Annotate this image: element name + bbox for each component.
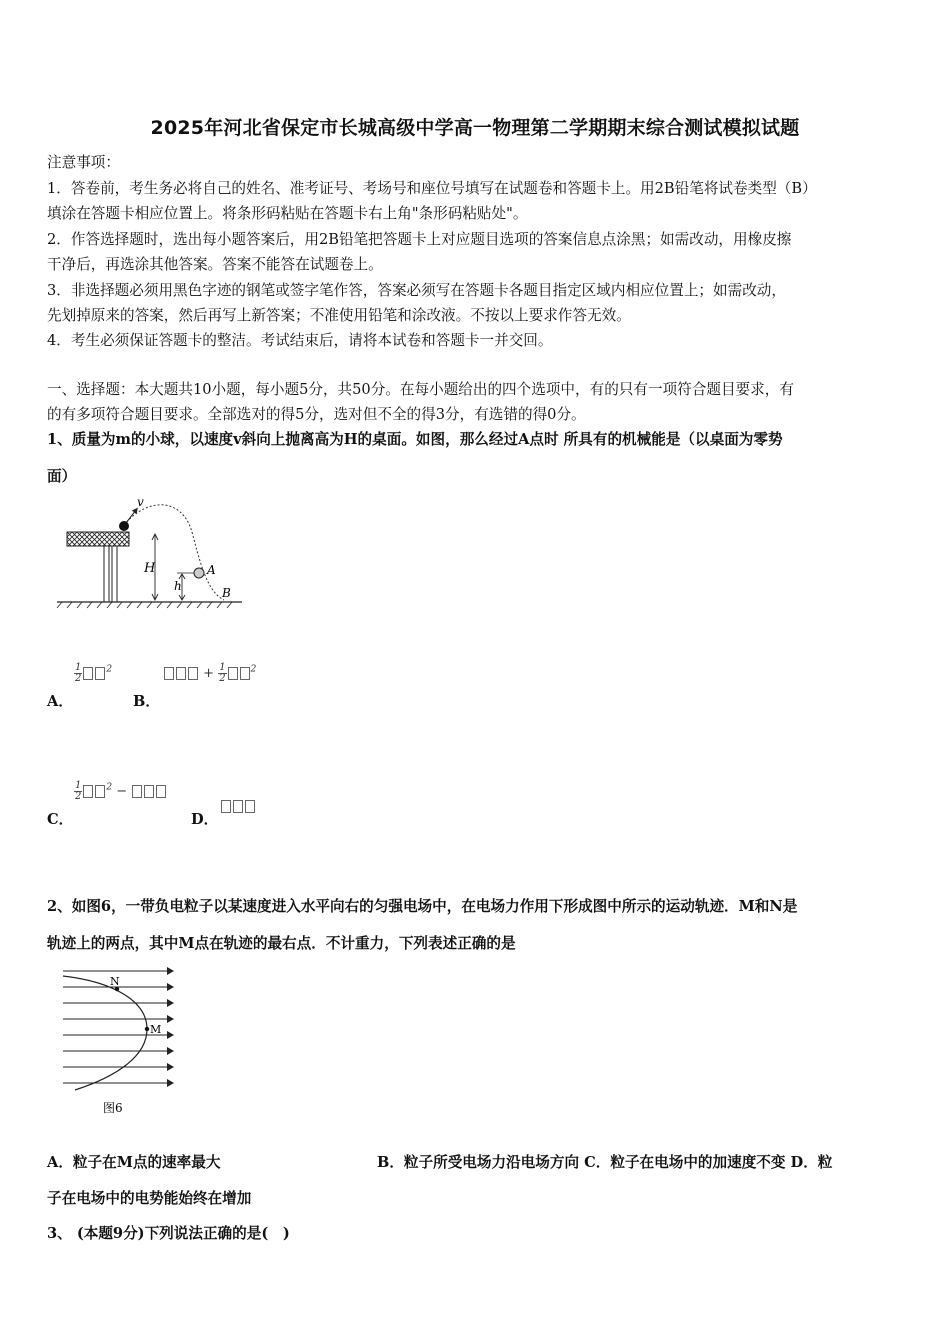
label-B: B [222, 586, 231, 600]
question-2-option-A: A．粒子在M点的速率最大 [47, 1154, 221, 1171]
option-A-formula [74, 663, 112, 684]
page-title: 2025年河北省保定市长城高级中学高一物理第二学期期末综合测试模拟试题 [150, 117, 800, 139]
notice-heading: 注意事项： [47, 154, 120, 171]
label-H: H [144, 561, 156, 576]
option-B-label: B． [133, 693, 160, 710]
question-2-option-BCD: B．粒子所受电场力沿电场方向 C．粒子在电场中的加速度不变 D．粒 [377, 1154, 833, 1171]
question-1-text: 1、质量为m的小球，以速度v斜向上抛离高为H的桌面。如图，那么经过A点时 所具有的机械能是（以桌面为零势 [47, 431, 783, 448]
option-B-formula: + $\frac{1}{2}$ $^2$ [163, 663, 256, 684]
label-A: A [207, 563, 216, 577]
option-C-formula: $\frac{1}{2}$ $^2$ − [74, 781, 167, 802]
ground-hatching [57, 602, 232, 608]
label-v: v [137, 495, 144, 509]
section-intro: 的有多项符合题目要求。全部选对的得5分，选对但不全的得3分，有选错的得0分。 [47, 406, 586, 423]
notice-line: 3．非选择题必须用黑色字迹的钢笔或签字笔作答，答案必须写在答题卡各题目指定区域内相应位置上；如需改动， [47, 282, 786, 299]
option-D-formula [220, 799, 256, 814]
frac-den: 2 [75, 673, 82, 684]
plus-sign: + [203, 666, 215, 681]
option-D-label: D． [191, 811, 219, 828]
question-1-text: 面） [47, 468, 77, 485]
point-M-icon [145, 1027, 149, 1031]
question-2-text: 轨迹上的两点，其中M点在轨迹的最右点．不计重力，下列表述正确的是 [47, 935, 516, 952]
question-2-option-D-continued: 子在电场中的电势能始终在增加 [47, 1190, 252, 1207]
minus-sign: − [116, 784, 128, 799]
label-M: M [150, 1023, 162, 1036]
figure-caption: 图6 [103, 1101, 123, 1115]
question-3-text: 3、 (本题9分)下列说法正确的是( ) [47, 1225, 290, 1242]
question-2-figure [55, 962, 185, 1120]
question-2-text: 2、如图6，一带负电粒子以某速度进入水平向右的匀强电场中，在电场力作用下形成图中所示的运动轨迹．M和N是 [47, 898, 798, 915]
notice-line: 2．作答选择题时，选出每小题答案后，用2B铅笔把答题卡上对应题目选项的答案信息点涂黑；如需改动，用橡皮擦 [47, 231, 792, 248]
notice-line: 4．考生必须保证答题卡的整洁。考试结束后，请将本试卷和答题卡一并交回。 [47, 332, 553, 349]
point-A-icon [194, 568, 204, 578]
notice-line: 干净后，再选涂其他答案。答案不能答在试题卷上。 [47, 256, 383, 273]
table-top [67, 532, 129, 546]
table-leg [104, 546, 109, 602]
section-intro: 一、选择题：本大题共10小题，每小题5分，共50分。在每小题给出的四个选项中，有的只有一项符合题目要求，有 [47, 381, 794, 398]
power: 2 [106, 664, 113, 675]
table-leg [112, 546, 117, 602]
notice-line: 1．答卷前，考生务必将自己的姓名、准考证号、考场号和座位号填写在试题卷和答题卡上。用2B铅笔将试卷类型（B） [47, 180, 817, 197]
particle-trajectory [63, 976, 147, 1090]
label-h: h [174, 579, 182, 593]
notice-line: 先划掉原来的答案，然后再写上新答案；不准使用铅笔和涂改液。不按以上要求作答无效。 [47, 307, 631, 324]
velocity-arrow-icon [126, 510, 136, 523]
frac-num: 1 [75, 662, 82, 673]
question-1-figure [52, 492, 252, 612]
option-A-label: A． [47, 693, 73, 710]
label-N: N [110, 975, 120, 988]
option-C-label: C． [47, 811, 74, 828]
ball-icon [119, 521, 129, 531]
notice-line: 填涂在答题卡相应位置上。将条形码粘贴在答题卡右上角"条形码粘贴处"。 [47, 205, 528, 222]
